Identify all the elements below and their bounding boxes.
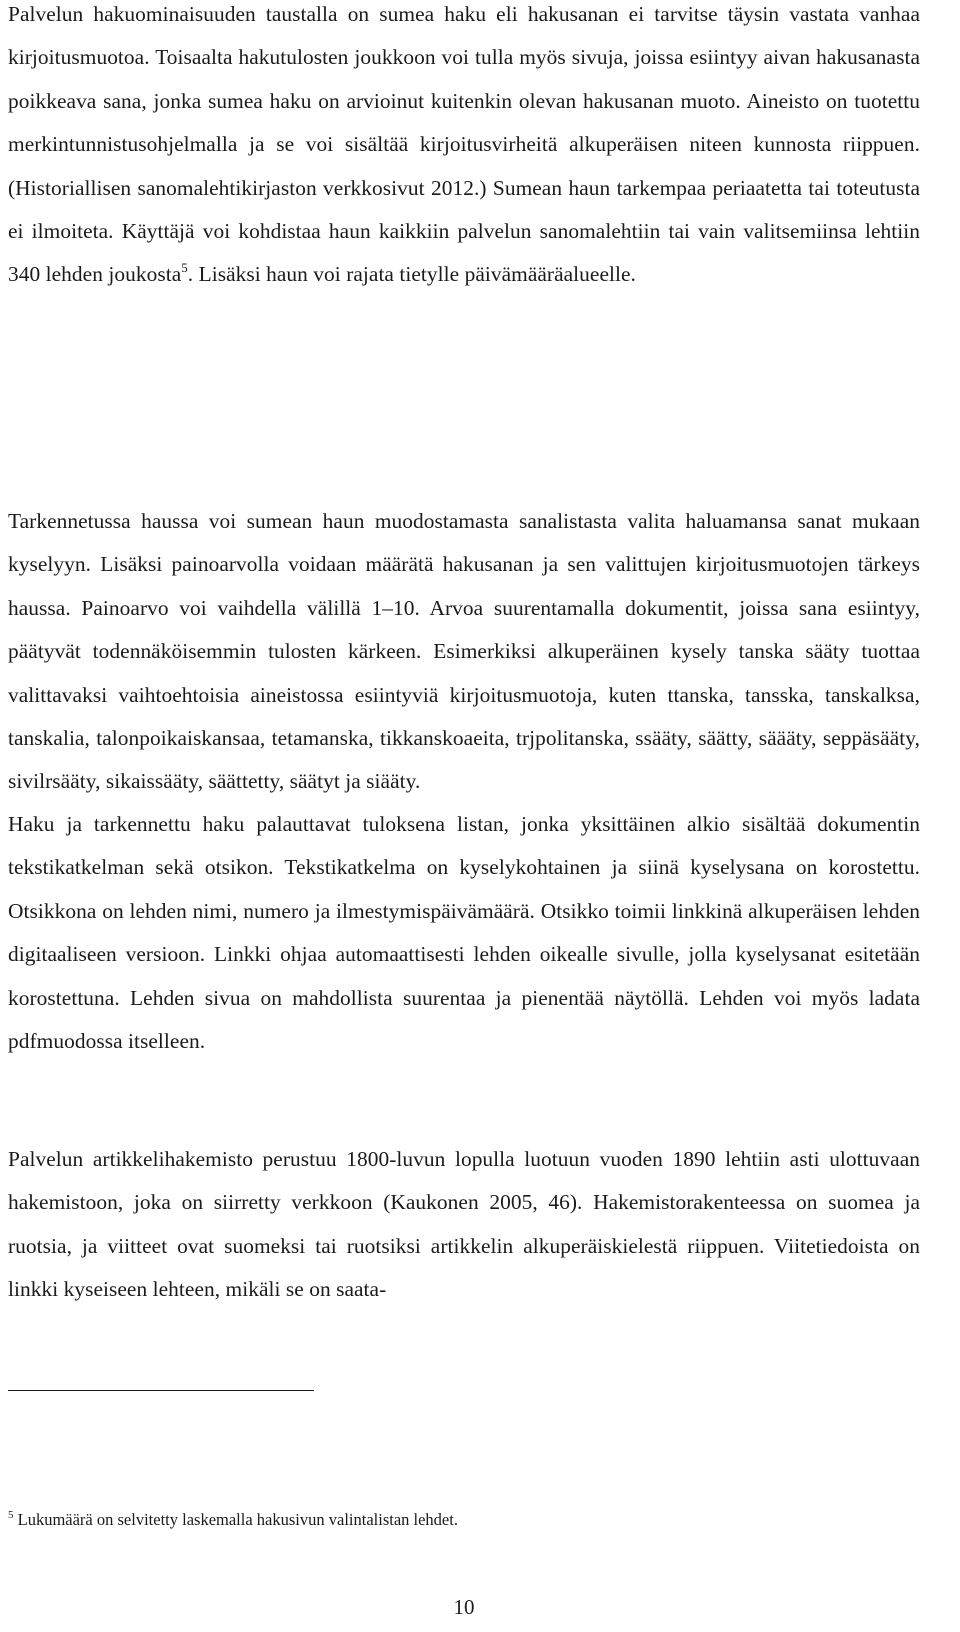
footnote-text: Lukumäärä on selvitetty laskemalla hakusivun valintalistan lehdet.: [13, 1510, 458, 1529]
paragraph-article-index: Palvelun artikkelihakemisto perustuu 1800-luvun lopulla luotuun vuoden 1890 lehtiin asti ulottuvaan hakemistoon, joka on siirretty verkkoon (Kaukonen 2005, 46). Hakemistorakenteessa on suomea ja ruotsia, ja viitteet ovat suomeksi tai ruotsiksi artikkelin alkuperäiskielestä riippuen. Viitetiedoista on linkki kyseiseen lehteen, mikäli se on saata-: [8, 1147, 920, 1302]
paragraph-text: Palvelun hakuominaisuuden taustalla on sumea haku eli hakusanan ei tarvitse täysin vastata vanhaa kirjoitusmuotoa. Toisaalta hakutulosten joukkoon voi tulla myös sivuja, joissa esiintyy aivan hakusanasta poikkeava sana, jonka sumea haku on arvioinut kuitenkin olevan hakusanan muoto. Aineisto on tuotettu merkintunnistusohjelmalla ja se voi sisältää kirjoitusvirheitä alkuperäisen niteen kunnosta riippuen. (Historiallisen sanomalehtikirjaston verkkosivut 2012.) Sumean haun tarkempaa periaatetta tai toteutusta ei ilmoiteta. Käyttäjä voi kohdistaa haun kaikkiin palvelun sanomalehtiin tai vain valitsemiinsa lehtiin 340 lehden joukosta: [8, 2, 920, 287]
paragraph-search-results: Haku ja tarkennettu haku palauttavat tuloksena listan, jonka yksittäinen alkio sisältää dokumentin tekstikatkelman sekä otsikon. Tekstikatkelma on kyselykohtainen ja siinä kyselysana on korostettu. Otsikkona on lehden nimi, numero ja ilmestymispäivämäärä. Otsikko toimii linkkinä alkuperäisen lehden digitaaliseen versioon. Linkki ohjaa automaattisesti lehden oikealle sivulle, jolla kyselysanat esitetään korostettuna. Lehden sivua on mahdollista suurentaa ja pienentää näytöllä. Lehden voi myös ladata pdfmuodossa itselleen.: [8, 812, 920, 1054]
footnote-separator: [8, 1390, 314, 1391]
footnote-number: 5: [8, 1509, 14, 1521]
footnote-reference: 5: [181, 260, 188, 276]
page-number: 10: [453, 1595, 475, 1619]
document-page: [8, 0, 920, 1632]
paragraph-fuzzy-search: [8, 0, 920, 297]
footnote: [8, 1508, 458, 1532]
paragraph-advanced-search: Tarkennetussa haussa voi sumean haun muodostamasta sanalistasta valita haluamansa sanat mukaan kyselyyn. Lisäksi painoarvolla voidaan määrätä hakusanan ja sen valittujen kirjoitusmuotojen tärkeys haussa. Painoarvo voi vaihdella välillä 1–10. Arvoa suurentamalla dokumentit, joissa sana esiintyy, päätyvät todennäköisemmin tulosten kärkeen. Esimerkiksi alkuperäinen kysely tanska sääty tuottaa valittavaksi vaihtoehtoisia aineistossa esiintyviä kirjoitusmuotoja, kuten ttanska, tansska, tanskalksa, tanskalia, talonpoikaiskansaa, tetamanska, tikkanskoaeita, trjpolitanska, ssääty, säätty, säääty, seppäsääty, sivilrsääty, sikaissääty, säättetty, säätyt ja siääty.: [8, 509, 920, 794]
paragraph-text-continued: . Lisäksi haun voi rajata tietylle päivämääräalueelle.: [187, 262, 636, 287]
